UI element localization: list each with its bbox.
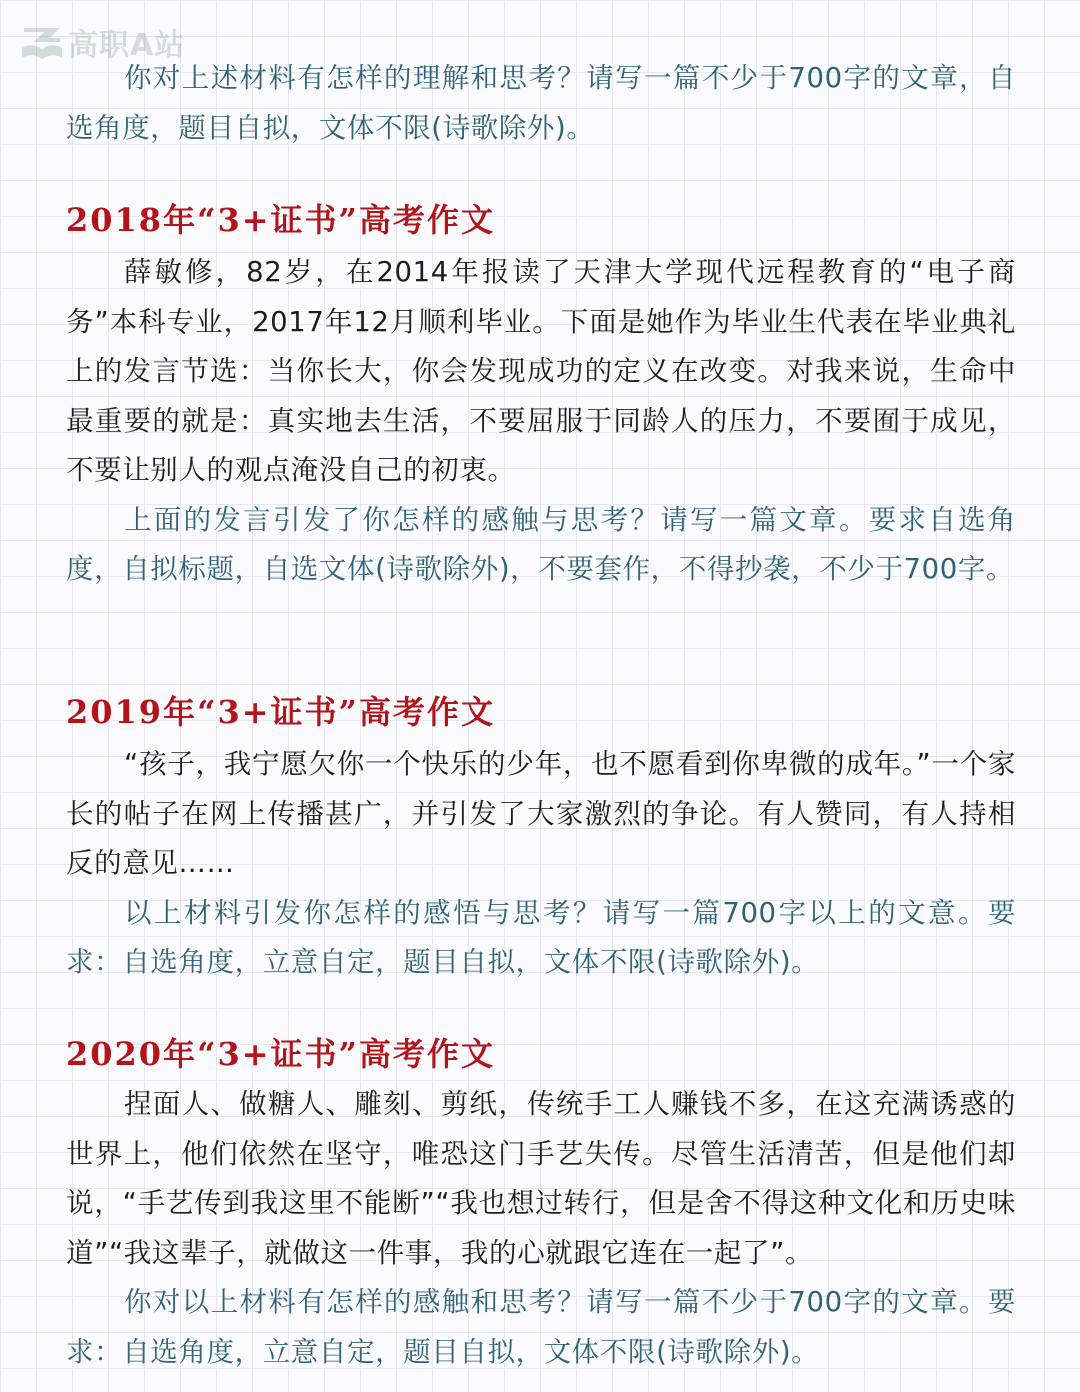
open-book-logo-icon — [20, 22, 64, 62]
prompt-paragraph-2020: 你对以上材料有怎样的感触和思考？请写一篇不少于700字的文章。要求：自选角度，立意自定，题目自拟，文体不限(诗歌除外)。 — [66, 1286, 1016, 1368]
intro-section — [66, 54, 1016, 153]
section-heading-2018: 2018年“3+证书”高考作文 — [66, 201, 495, 239]
prompt-paragraph-2018: 上面的发言引发了你怎样的感触与思考？请写一篇文章。要求自选角度，自拟标题，自选文体(诗歌除外)，不要套作，不得抄袭，不少于700字。 — [66, 503, 1016, 585]
section-body-2020 — [66, 1080, 1016, 1377]
material-paragraph-2019: “孩子，我宁愿欠你一个快乐的少年，也不愿看到你卑微的成年。”一个家长的帖子在网上传播甚广，并引发了大家激烈的争论。有人赞同，有人持相反的意见…… — [66, 748, 1016, 879]
prompt-paragraph-2019: 以上材料引发你怎样的感悟与思考？请写一篇700字以上的文意。要求：自选角度，立意自定，题目自拟，文体不限(诗歌除外)。 — [66, 896, 1016, 978]
material-paragraph-2018: 薛敏修，82岁，在2014年报读了天津大学现代远程教育的“电子商务”本科专业，2017年12月顺利毕业。下面是她作为毕业生代表在毕业典礼上的发言节选：当你长大，你会发现成功的定义在改变。对我来说，生命中最重要的就是：真实地去生活，不要屈服于同龄人的压力，不要囿于成见，不要让别人的观点淹没自己的初衷。 — [66, 256, 1016, 486]
section-heading-2020: 2020年“3+证书”高考作文 — [66, 1035, 495, 1073]
intro-prompt: 你对上述材料有怎样的理解和思考？请写一篇不少于700字的文章，自选角度，题目自拟，文体不限(诗歌除外)。 — [66, 62, 1016, 144]
section-body-2019 — [66, 740, 1016, 988]
material-paragraph-2020: 捏面人、做糖人、雕刻、剪纸，传统手工人赚钱不多，在这充满诱惑的世界上，他们依然在坚守，唯恐这门手艺失传。尽管生活清苦，但是他们却说，“手艺传到我这里不能断”“我也想过转行，但是舍不得这种文化和历史味道”“我这辈子，就做这一件事，我的心就跟它连在一起了”。 — [66, 1088, 1016, 1269]
watermark-text: 高职A站 — [68, 28, 186, 63]
section-body-2018 — [66, 248, 1016, 595]
section-heading-2019: 2019年“3+证书”高考作文 — [66, 693, 495, 731]
